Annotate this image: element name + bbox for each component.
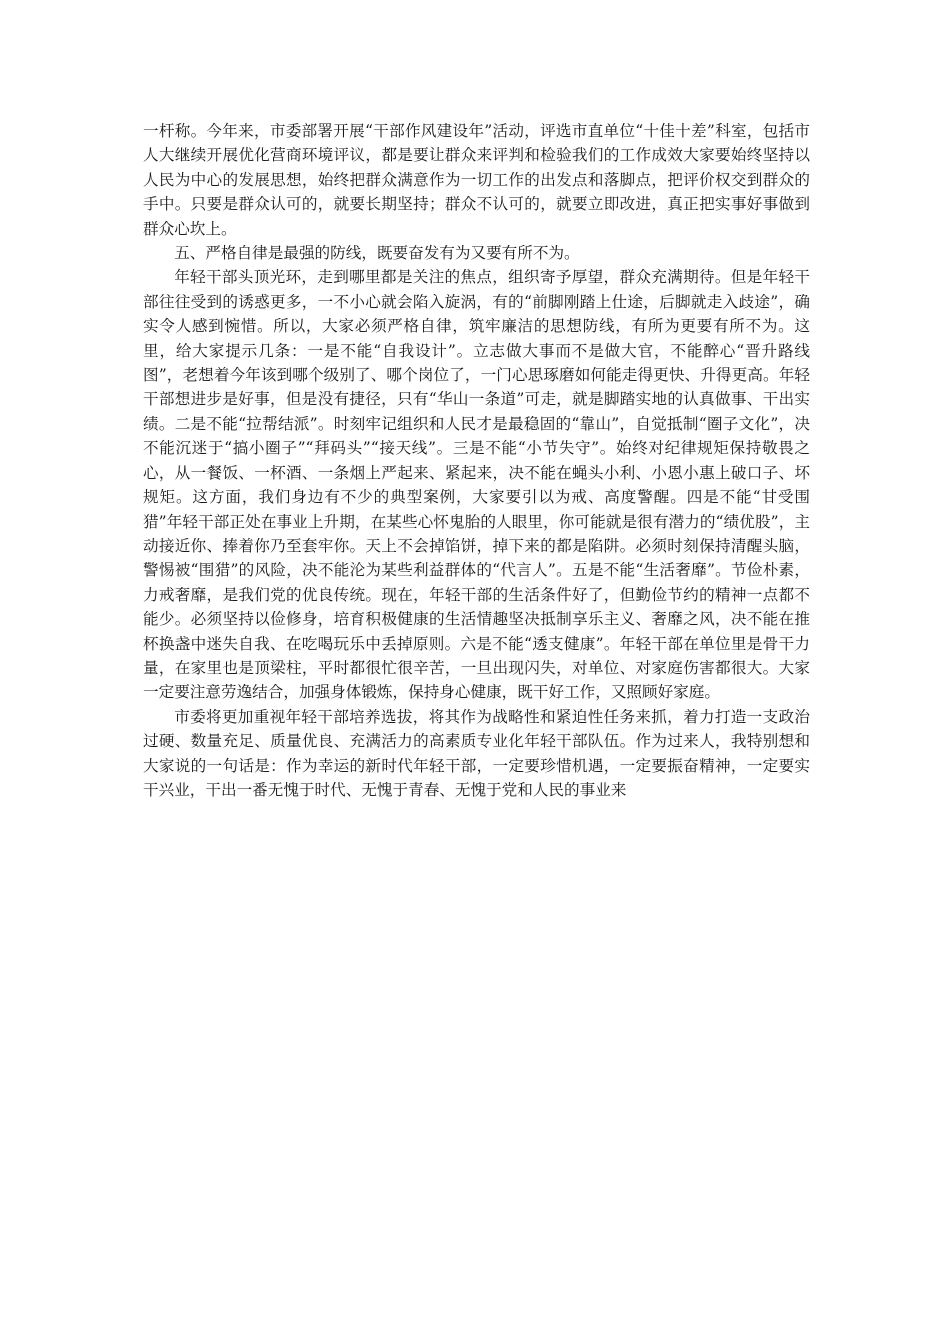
document-body [143, 119, 810, 802]
paragraph-evaluation: 一杆称。今年来，市委部署开展“干部作风建设年”活动，评选市直单位“十佳十差”科室，包括市人大继续开展优化营商环境评议，都是要让群众来评判和检验我们的工作成效大家要始终坚持以人民为中心的发展思想，始终把群众满意作为一切工作的出发点和落脚点，把评价权交到群众的手中。只要是群众认可的，就要长期坚持；群众不认可的，就要立即改进，真正把实事好事做到群众心坎上。 [143, 122, 810, 238]
paragraph-self-discipline: 年轻干部头顶光环，走到哪里都是关注的焦点，组织寄予厚望，群众充满期待。但是年轻干部往往受到的诱惑更多，一不小心就会陷入旋涡，有的“前脚刚踏上仕途，后脚就走入歧途”，确实令人感到惋惜。所以，大家必须严格自律，筑牢廉洁的思想防线，有所为更要有所不为。这里，给大家提示几条：一是不能“自我设计”。立志做大事而不是做大官，不能醉心“晋升路线图”，老想着今年该到哪个级别了、哪个岗位了，一门心思琢磨如何能走得更快、升得更高。年轻干部想进步是好事，但是没有捷径，只有“华山一条道”可走，就是脚踏实地的认真做事、干出实绩。二是不能“拉帮结派”。时刻牢记组织和人民才是最稳固的“靠山”，自觉抵制“圈子文化”，决不能沉迷于“搞小圈子”“拜码头”“接天线”。三是不能“小节失守”。始终对纪律规矩保持敬畏之心，从一餐饭、一杯酒、一条烟上严起来、紧起来，决不能在蝇头小利、小恩小惠上破口子、坏规矩。这方面，我们身边有不少的典型案例，大家要引以为戒、高度警醒。四是不能“甘受围猎”年轻干部正处在事业上升期，在某些心怀鬼胎的人眼里，你可能就是很有潜力的“绩优股”，主动接近你、捧着你乃至套牢你。天上不会掉馅饼，掉下来的都是陷阱。必须时刻保持清醒头脑，警惕被“围猎”的风险，决不能沦为某些利益群体的“代言人”。五是不能“生活奢靡”。节俭朴素，力戒奢靡，是我们党的优良传统。现在，年轻干部的生活条件好了，但勤俭节约的精神一点都不能少。必须坚持以俭修身，培育积极健康的生活情趣坚决抵制享乐主义、奢靡之风，决不能在推杯换盏中迷失自我、在吃喝玩乐中丢掉原则。六是不能“透支健康”。年轻干部在单位里是骨干力量，在家里也是顶梁柱，平时都很忙很辛苦，一旦出现闪失，对单位、对家庭伤害都很大。大家一定要注意劳逸结合，加强身体锻炼，保持身心健康，既干好工作，又照顾好家庭。 [143, 268, 810, 702]
section-heading-self-discipline: 五、严格自律是最强的防线，既要奋发有为又要有所不为。 [174, 244, 580, 263]
paragraph-conclusion: 市委将更加重视年轻干部培养选拔，将其作为战略性和紧迫性任务来抓，着力打造一支政治过硬、数量充足、质量优良、充满活力的高素质专业化年轻干部队伍。作为过来人，我特别想和大家说的一句话是：作为幸运的新时代年轻干部，一定要珍惜机遇，一定要振奋精神，一定要实干兴业，干出一番无愧于时代、无愧于青春、无愧于党和人民的事业来 [143, 707, 810, 799]
